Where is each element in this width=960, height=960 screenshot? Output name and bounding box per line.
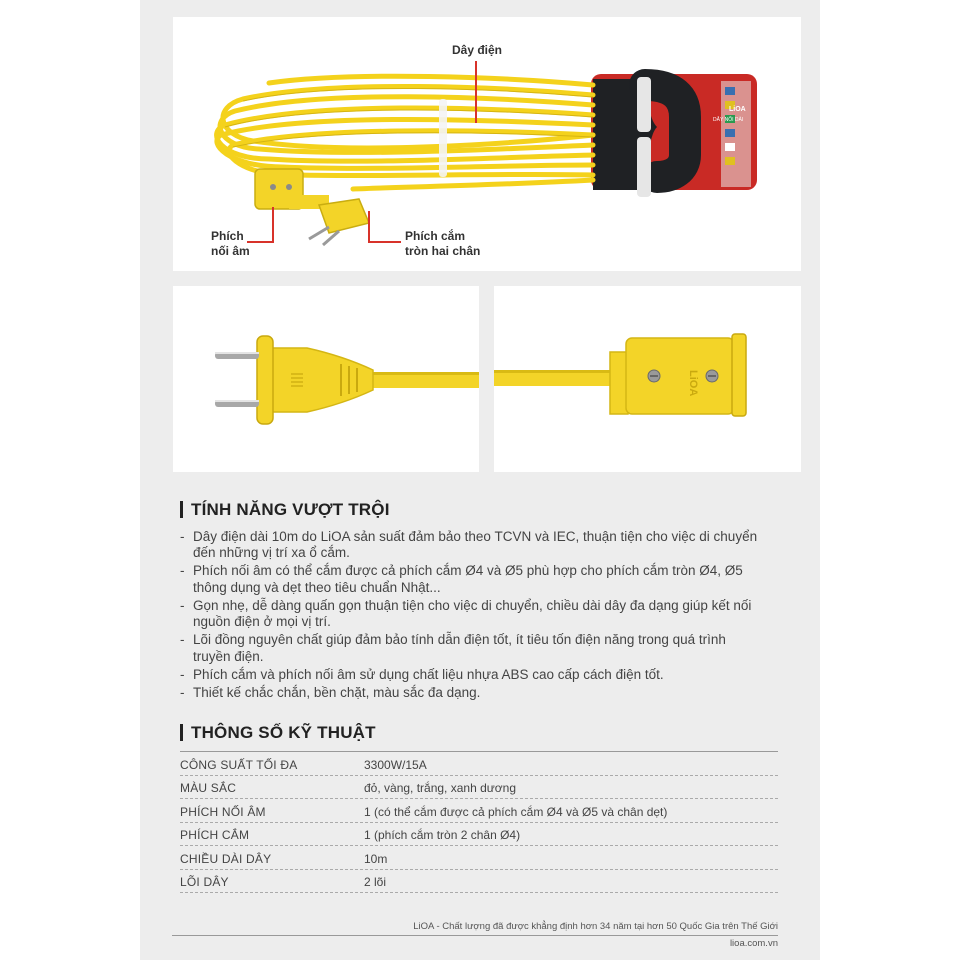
cable-tie xyxy=(439,99,447,177)
female-socket-closeup-image xyxy=(494,286,801,472)
package-brand: LiOA xyxy=(729,106,746,113)
spec-value: 3300W/15A xyxy=(364,757,427,772)
feature-item: - Phích nối âm có thể cắm được cả phích cắm Ø4 và Ø5 phù hợp cho phích cắm tròn Ø4, Ø5 thông dụng và dẹt theo tiêu chuẩn Nhật... xyxy=(180,563,790,596)
product-photo-panel xyxy=(173,17,801,271)
footer-website[interactable]: lioa.com.vn xyxy=(729,938,778,949)
cable-callout: Dây điện xyxy=(452,43,503,57)
features-heading: TÍNH NĂNG VƯỢT TRỘI xyxy=(180,501,390,518)
socket-leader-h xyxy=(247,241,273,243)
socket-photo-panel xyxy=(494,286,801,472)
table-row xyxy=(180,799,778,823)
cable-leader-line xyxy=(475,61,477,123)
spec-value: đỏ, vàng, trắng, xanh dương xyxy=(364,781,517,795)
feature-item: - Phích cắm và phích nối âm sử dụng chất liệu nhựa ABS cao cấp cách điện tốt. xyxy=(180,667,790,683)
package-text: DÂY NỐI DÀI xyxy=(713,117,744,123)
table-row xyxy=(180,752,778,776)
spec-label: PHÍCH NỐI ÂM xyxy=(180,804,266,819)
table-row xyxy=(180,870,778,894)
table-row xyxy=(180,776,778,800)
cable-tie xyxy=(637,77,651,132)
plug-leader-h xyxy=(369,241,401,243)
footer-tagline: LiOA - Chất lượng đã được khẳng định hơn 34 năm tại hơn 50 Quốc Gia trên Thế Giới xyxy=(413,921,778,932)
plug-callout: Phích cắm tròn hai chân xyxy=(405,229,481,258)
spec-label: MÀU SẮC xyxy=(180,781,237,795)
socket-brand: LiOA xyxy=(687,370,699,397)
feature-item: - Thiết kế chắc chắn, bền chặt, màu sắc đa dạng. xyxy=(180,685,790,701)
cable-tie xyxy=(637,137,651,197)
table-row xyxy=(180,823,778,847)
specs-heading: THÔNG SỐ KỸ THUẬT xyxy=(180,724,376,741)
feature-item: - Dây điện dài 10m do LiOA sản suất đảm bảo theo TCVN và IEC, thuận tiện cho việc di chuyển đến những vị trí xa ổ cắm. xyxy=(180,529,790,562)
table-row xyxy=(180,846,778,870)
plug-leader-v xyxy=(368,211,370,243)
feature-item: - Lõi đồng nguyên chất giúp đảm bảo tính dẫn điện tốt, ít tiêu tốn điện năng trong quá trình truyền điện. xyxy=(180,632,790,665)
spec-label: CHIỀU DÀI DÂY xyxy=(180,851,272,866)
plug-photo-panel xyxy=(173,286,479,472)
male-plug-closeup-image xyxy=(173,286,479,472)
specs-table xyxy=(180,751,778,893)
spec-value: 2 lõi xyxy=(364,875,387,889)
footer-divider xyxy=(172,935,778,936)
spec-label: LÕI DÂY xyxy=(180,875,229,889)
spec-value: 1 (có thể cắm được cả phích cắm Ø4 và Ø5 và chân dẹt) xyxy=(364,804,668,819)
feature-item: - Gọn nhẹ, dễ dàng quấn gọn thuận tiện cho việc di chuyển, chiều dài dây đa dạng giúp kết nối nguồn điện ở mọi vị trí. xyxy=(180,598,790,631)
spec-value: 10m xyxy=(364,851,388,866)
spec-label: CÔNG SUẤT TỐI ĐA xyxy=(180,757,298,772)
socket-leader-v xyxy=(272,207,274,243)
features-list xyxy=(180,529,790,703)
spec-value: 1 (phích cắm tròn 2 chân Ø4) xyxy=(364,828,521,842)
spec-label: PHÍCH CẮM xyxy=(180,828,250,842)
socket-callout: Phích nối âm xyxy=(211,229,250,258)
